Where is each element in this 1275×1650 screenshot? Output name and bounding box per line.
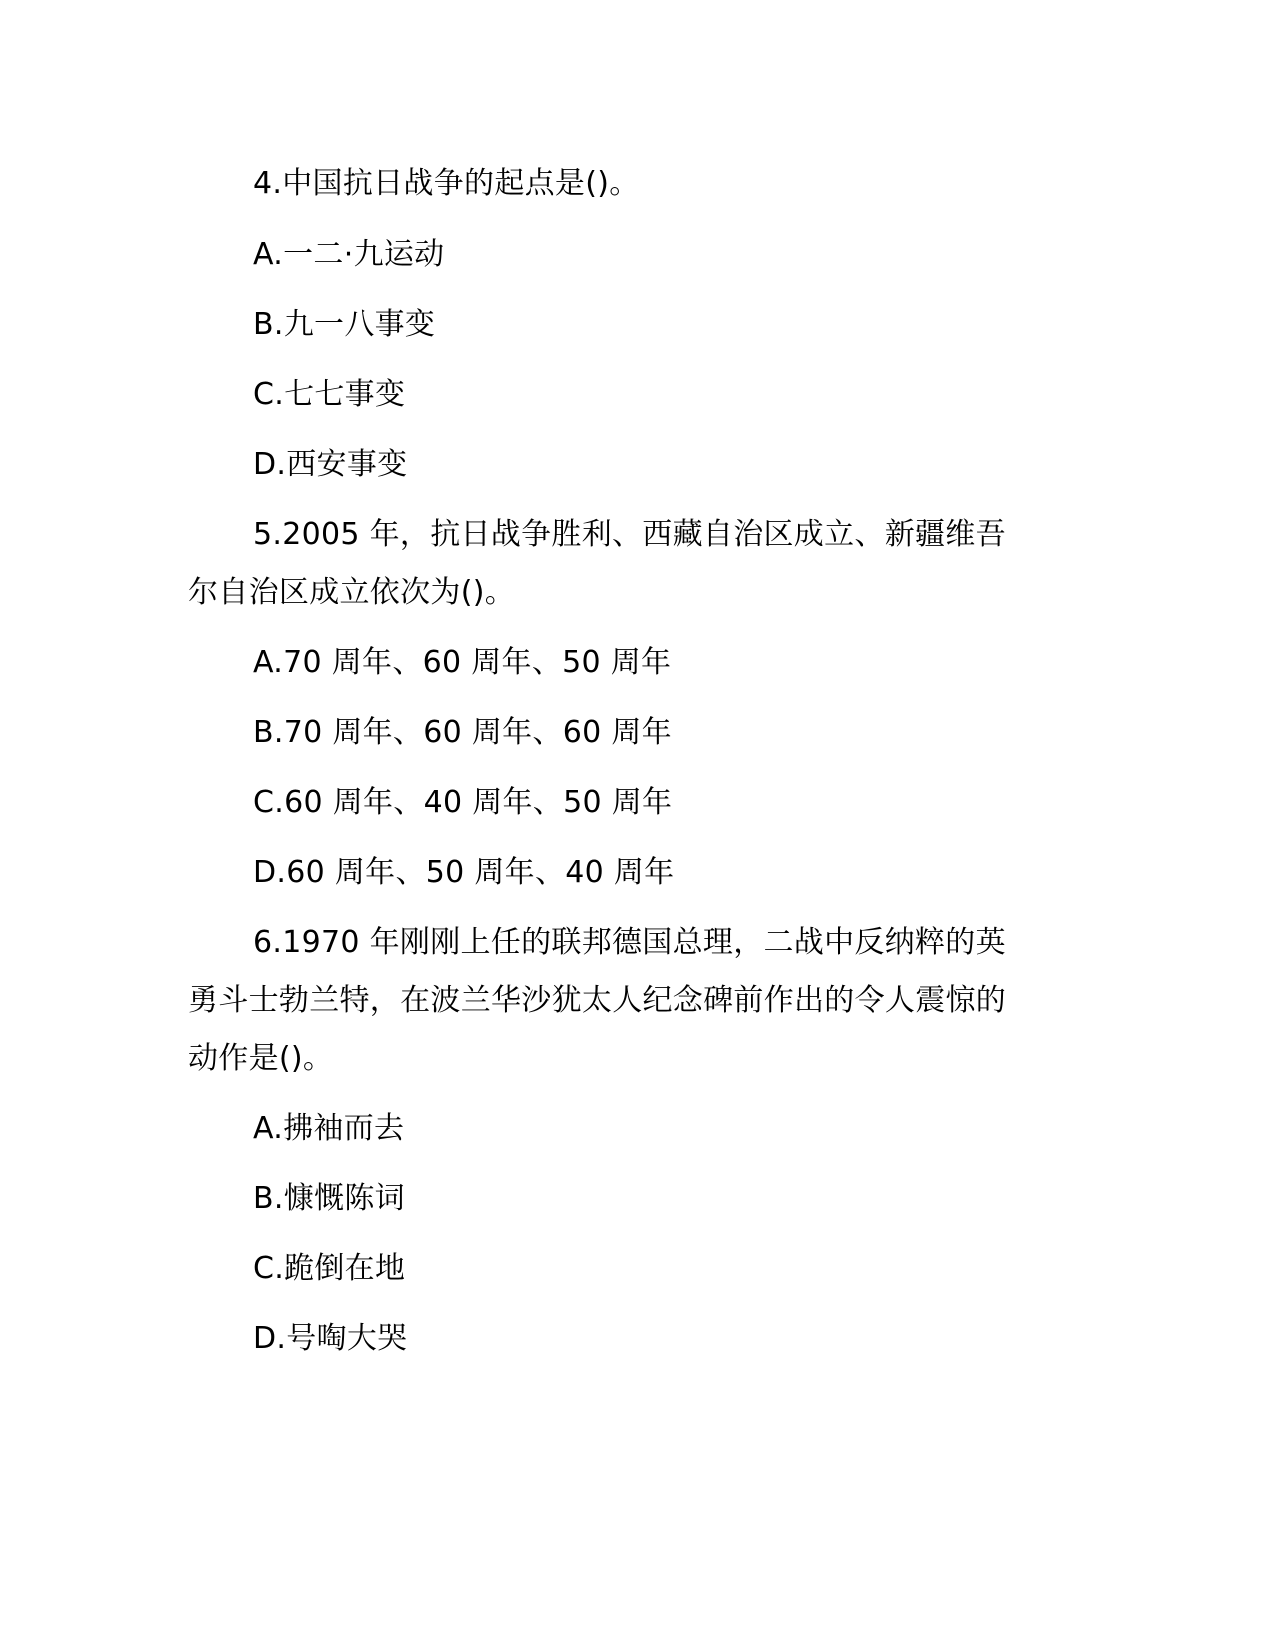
question-5-stem-line-1: 5.2005 年，抗日战争胜利、西藏自治区成立、新疆维吾 [253, 517, 1006, 552]
question-4-option-d: D.西安事变 [253, 447, 408, 482]
question-6-option-a: A.拂袖而去 [253, 1111, 405, 1146]
question-5-option-c: C.60 周年、40 周年、50 周年 [253, 785, 673, 820]
question-4-option-c: C.七七事变 [253, 377, 406, 412]
question-4-stem: 4.中国抗日战争的起点是()。 [253, 166, 640, 201]
question-4-option-b: B.九一八事变 [253, 307, 436, 342]
question-6-stem-line-3: 动作是()。 [188, 1041, 334, 1076]
question-5-option-a: A.70 周年、60 周年、50 周年 [253, 645, 672, 680]
question-6-stem-line-1: 6.1970 年刚刚上任的联邦德国总理，二战中反纳粹的英 [253, 925, 1006, 960]
question-5-option-d: D.60 周年、50 周年、40 周年 [253, 855, 675, 890]
question-6-option-b: B.慷慨陈词 [253, 1181, 405, 1216]
question-6-option-d: D.号啕大哭 [253, 1321, 408, 1356]
question-4-option-a: A.一二·九运动 [253, 237, 445, 272]
question-5-option-b: B.70 周年、60 周年、60 周年 [253, 715, 672, 750]
question-6-option-c: C.跪倒在地 [253, 1251, 406, 1286]
question-5-stem-line-2: 尔自治区成立依次为()。 [188, 575, 516, 610]
question-6-stem-line-2: 勇斗士勃兰特，在波兰华沙犹太人纪念碑前作出的令人震惊的 [188, 983, 1007, 1018]
